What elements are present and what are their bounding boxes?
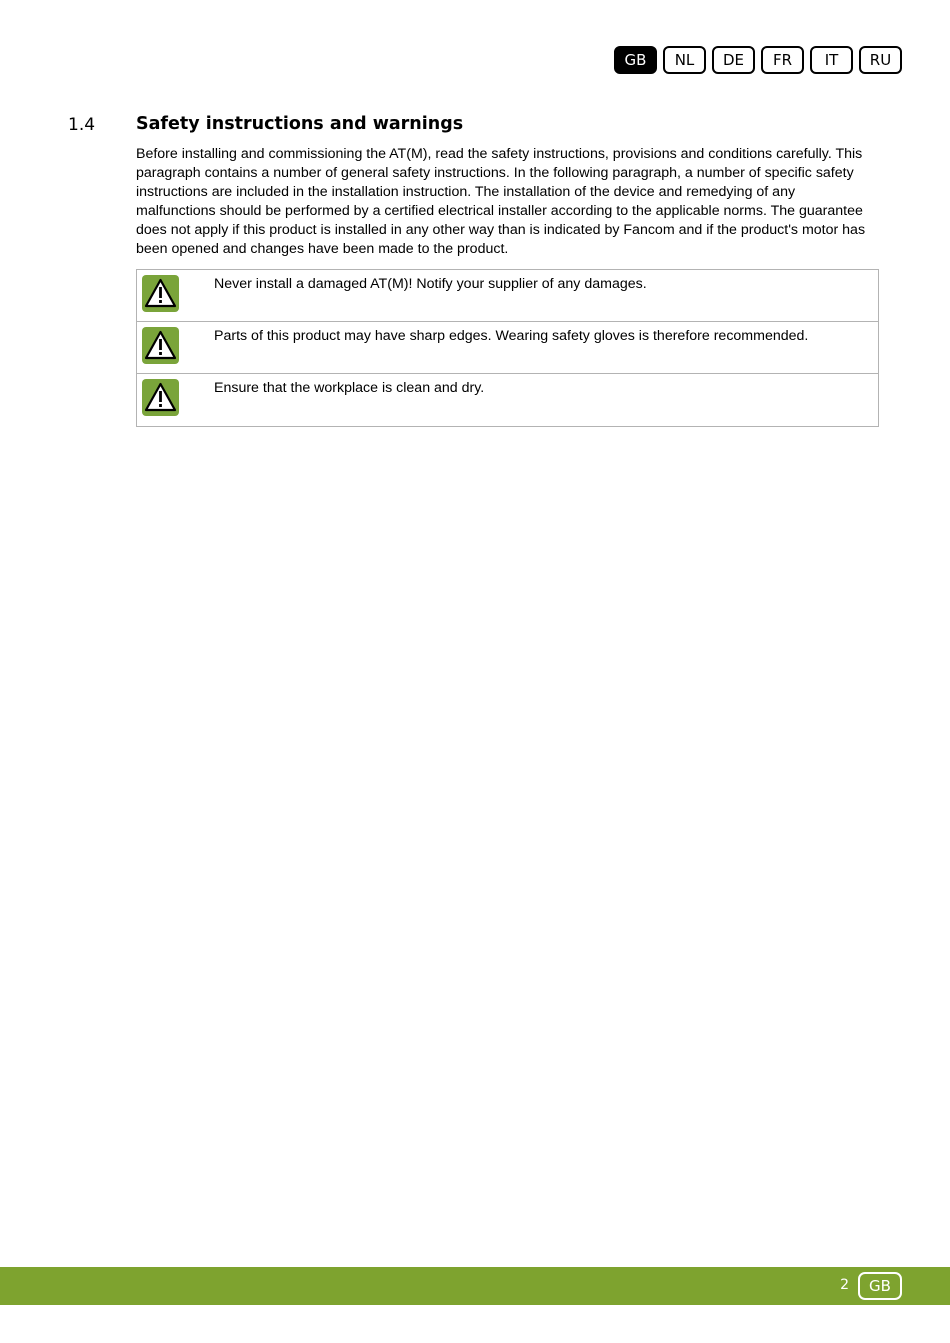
warning-row <box>137 374 878 426</box>
footer-language-badge: GB <box>858 1272 902 1300</box>
language-tab-fr[interactable]: FR <box>761 46 804 74</box>
language-tab-it[interactable]: IT <box>810 46 853 74</box>
warning-text: Parts of this product may have sharp edges. Wearing safety gloves is therefore recommended. <box>214 328 809 344</box>
warning-triangle-icon <box>142 379 179 416</box>
section-number: 1.4 <box>68 115 96 135</box>
warning-row <box>137 322 878 374</box>
warning-triangle-icon <box>142 327 179 364</box>
language-tab-de[interactable]: DE <box>712 46 755 74</box>
language-tabs <box>614 46 902 74</box>
language-tab-gb[interactable]: GB <box>614 46 657 74</box>
footer-bar <box>0 1267 950 1305</box>
language-tab-nl[interactable]: NL <box>663 46 706 74</box>
intro-paragraph: Before installing and commissioning the AT(M), read the safety instructions, provisions and conditions carefully. This paragraph contains a number of general safety instructions. In the following paragraph, a number of specific safety instructions are included in the installation instruction. The installation of the device and remedying of any malfunctions should be performed by a certified electrical installer according to the applicable norms. The guarantee does not apply if this product is installed in any other way than is indicated by Fancom and if the product's motor has been opened and changes have been made to the product. <box>136 146 866 257</box>
section-title: Safety instructions and warnings <box>136 114 464 134</box>
warning-triangle-icon <box>142 275 179 312</box>
warning-row <box>137 270 878 322</box>
warning-text: Ensure that the workplace is clean and dry. <box>214 380 485 396</box>
language-tab-ru[interactable]: RU <box>859 46 902 74</box>
warning-text: Never install a damaged AT(M)! Notify your supplier of any damages. <box>214 276 647 292</box>
page-number: 2 <box>840 1277 849 1293</box>
warnings-table <box>136 269 879 427</box>
